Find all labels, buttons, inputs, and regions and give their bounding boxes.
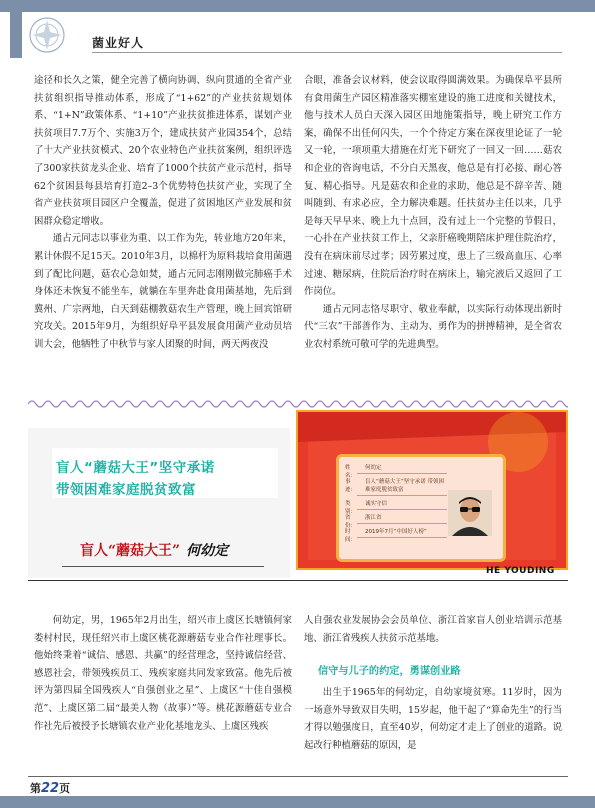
article-column-right-bottom (304, 684, 562, 754)
paragraph: 通占元同志以事业为重、以工作为先，转业地方20年来，累计休假不足15天。2010年3月，以棉杆为原料栽培食用菌遇到了配比问题，菇农心急如焚，通占元同志刚刚做完肺癌手术身体还未恢复不能坐车，就躺在车里奔赴食用菌基地，先后到冀州、广宗两地，白天到菇棚教菇农生产管理，晚上回宾馆研究攻关。2015年9月，为组织好阜平县发展食用菌产业动员培训大会，他牺牲了中秋节与家人团聚的时间，两天两夜没 (34, 233, 292, 350)
top-color-band (0, 0, 595, 12)
page-number-value: 22 (41, 781, 60, 796)
paragraph: 何幼定，男，1965年2月出生，绍兴市上虞区长塘镇何家娄村村民，现任绍兴市上虞区桃花源蘑菇专业合作社理事长。他始终秉着“诚信、感恩、共赢”的经营理念，坚持诚信经营、感恩社会，带领残疾员工、残疾家庭共同发家致富。他先后被评为第四届全国残疾人“自强创业之星”、上虞区“十佳自强模范”、上虞区第二届“最美人物（故事）”等。桃花源蘑菇专业合作社先后被授予长塘镇农业产业化基地龙头、上虞区残疾 (34, 615, 292, 732)
article-column-left-top (34, 72, 292, 354)
paragraph: 途径和长久之策，健全完善了横向协调、纵向贯通的全省产业扶贫组织指导推动体系，形成了“1+62”的产业扶贫规划体系、“1+N”政策体系、“1+10”产业扶贫推进体系，谋划产业扶贫项目7.7万个、实施3万个，建成扶贫产业园354个，总结了十大产业扶贫模式、20个农业特色产业扶贫案例，组织评选了300家扶贫龙头企业、培育了1000个扶贫产业示范村，指导62个贫困县每县培育打造2–3个优势特色扶贫产业，实现了全省产业扶贫项目园区户全覆盖，促进了贫困地区产业发展和贫困群众稳定增收。 (34, 75, 292, 227)
feature-name-line (80, 540, 228, 560)
article-column-right-top (304, 72, 562, 354)
bottom-color-band (0, 796, 595, 808)
paragraph: 通占元同志恪尽职守、敬业奉献，以实际行动体现出新时代“三农”干部善作为、主动为、勇作为的拼搏精神，是全省农业农村系统可敬可学的先进典型。 (304, 303, 562, 350)
decorative-ornament-icon (28, 16, 66, 54)
feature-name-signature: 何幼定 (186, 543, 229, 559)
feature-caption-line-1: 盲人“蘑菇大王”坚守承诺 (56, 460, 215, 476)
page-number (30, 780, 70, 796)
card-row-rule (357, 537, 447, 538)
section-subhead: 信守与儿子的约定，勇谋创业路 (318, 666, 461, 677)
card-row-rule (357, 523, 447, 524)
name-underline (62, 566, 264, 567)
paragraph: 出生于1965年的何幼定，自幼家境贫寒。11岁时，因为一场意外导致双目失明，15岁起，他干起了“算命先生”的行当才得以勉强度日，直至40岁，何幼定才走上了创业的道路。说起改行种植蘑菇的原因，是 (304, 687, 562, 751)
feature-caption-line-2: 带领困难家庭脱贫致富 (56, 482, 196, 498)
portrait-photo (448, 490, 492, 536)
article-column-left-bottom (34, 612, 292, 735)
wave-divider (28, 398, 568, 410)
card-row-rule (357, 473, 447, 474)
footer-divider (28, 776, 568, 777)
page-number-suffix: 页 (59, 782, 71, 795)
section-title: 菌业好人 (92, 36, 145, 50)
article-column-right-bottom-top (304, 612, 562, 647)
header-divider (92, 52, 562, 53)
feature-divider (28, 580, 568, 581)
romanized-name: HE YOUDING (486, 566, 555, 576)
feature-name-prefix: 盲人“蘑菇大王” (80, 543, 181, 559)
page-number-prefix: 第 (30, 782, 41, 795)
award-card-info: 姓名： 何幼定 事迹： 盲人“蘑菇大王”坚守承诺 带领困难家庭脱贫致富 类别： 诚实守信 省份： 浙江省 时间： 2019年7月“中国好人榜” (336, 454, 506, 562)
card-row-rule (357, 495, 447, 496)
header-side-block (10, 12, 22, 58)
paragraph: 合眼，准备会议材料，使会议取得圆满效果。为确保阜平县所有食用菌生产园区精准落实棚室建设的施工进度和关键技术，他与技术人员白天深入园区田地施策指导，晚上研究工作方案，确保不出任何闪失，一个个待定方案在深夜里论证了一轮又一轮，一项项重大措施在灯光下研究了一回又一回……菇农和企业的咨询电话，不分白天黑夜，他总是有打必接、耐心答复、精心指导。凡是菇农和企业的求助，他总是不辞辛苦、随叫随到、有求必应，全力解决难题。任扶贫办主任以来，几乎是每天早早来、晚上九十点回，没有过上一个完整的节假日，一心扑在产业扶贫工作上，父亲肝癌晚期陪床护理住院治疗，没有在病床前尽过孝；因劳累过度，患上了三级高血压、心率过速、糖尿病，住院后治疗时在病床上，输完液后又返回了工作岗位。 (304, 75, 562, 298)
paragraph: 人自强农业发展协会会员单位、浙江首家盲人创业培训示范基地、浙江省残疾人扶贫示范基地。 (304, 615, 562, 644)
card-row-rule (357, 509, 447, 510)
